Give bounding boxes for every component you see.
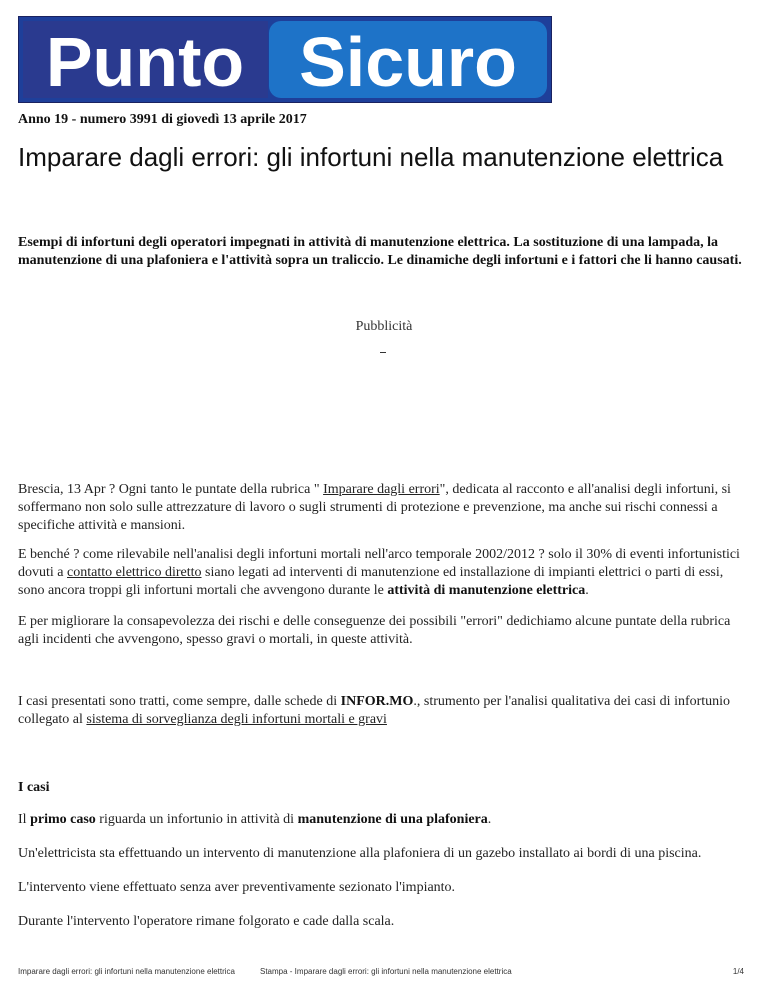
link-imparare-dagli-errori[interactable]: Imparare dagli errori	[323, 482, 440, 497]
text: ., strumento per l'analisi qualitativa dei casi di infortunio collegato al	[18, 694, 731, 727]
paragraph-informo	[18, 693, 748, 729]
bold-text: manutenzione di una plafoniera	[297, 812, 488, 827]
issue-line: Anno 19 - numero 3991 di giovedì 13 aprile 2017	[18, 112, 307, 127]
text: ", dedicata al racconto e all'analisi degli infortuni, si soffermano non solo sulle attrezzature di lavoro o sugli strumenti di protezione e prevenzione, ma anche sui rischi connessi a specifiche attività e mansioni.	[18, 482, 731, 533]
footer-page-number: 1/4	[732, 967, 744, 976]
article-title: Imparare dagli errori: gli infortuni nella manutenzione elettrica	[18, 142, 724, 172]
ad-placeholder	[380, 352, 386, 353]
section-heading-casi: I casi	[18, 780, 50, 795]
text: riguarda un infortunio in attività di	[95, 812, 298, 827]
link-contatto-elettrico-diretto[interactable]: contatto elettrico diretto	[67, 565, 202, 580]
punto-sicuro-logo	[18, 16, 552, 103]
footer-center: Stampa - Imparare dagli errori: gli infortuni nella manutenzione elettrica	[260, 967, 512, 976]
text: Il	[18, 812, 31, 827]
article-lead: Esempi di infortuni degli operatori impegnati in attività di manutenzione elettrica. La sostituzione di una lampada, la manutenzione di una plafoniera e l'attività sopra un traliccio. Le dinamiche degli infortuni e i fattori che li hanno causati.	[18, 235, 742, 268]
link-sistema-sorveglianza[interactable]: sistema di sorveglianza degli infortuni mortali e gravi	[86, 712, 387, 727]
paragraph-case-detail: L'intervento viene effettuato senza aver preventivamente sezionato l'impianto.	[18, 880, 456, 895]
paragraph-intro	[18, 481, 748, 535]
text: .	[487, 812, 492, 827]
text: .	[585, 583, 589, 598]
text: Brescia, 13 Apr ? Ogni tanto le puntate della rubrica "	[18, 482, 324, 497]
bold-text: primo caso	[30, 812, 96, 827]
ad-label: Pubblicità	[355, 319, 413, 334]
text: siano legati ad interventi di manutenzione ed installazione di impianti elettrici o parti di essi, sono ancora troppi gli infortuni mortali che avvengono durante le	[18, 565, 724, 598]
logo-text-sicuro: Sicuro	[299, 23, 517, 101]
text: E benché ? come rilevabile nell'analisi degli infortuni mortali nell'arco temporale 2002/2012 ? solo il 30% di eventi infortunistici dovuti a	[18, 547, 740, 580]
paragraph-case-outcome: Durante l'intervento l'operatore rimane folgorato e cade dalla scala.	[18, 914, 395, 929]
paragraph-case-description: Un'elettricista sta effettuando un intervento di manutenzione alla plafoniera di un gazebo installato ai bordi di una piscina.	[18, 846, 702, 861]
logo-text-punto: Punto	[45, 23, 245, 101]
text: I casi presentati sono tratti, come sempre, dalle schede di	[18, 694, 341, 709]
bold-text: INFOR.MO	[340, 694, 414, 709]
paragraph-awareness: E per migliorare la consapevolezza dei rischi e delle conseguenze dei possibili "errori" dedichiamo alcune puntate della rubrica agli incidenti che avvengono, spesso gravi o mortali, in queste attività.	[18, 614, 731, 647]
paragraph-statistics	[18, 546, 748, 600]
footer-left: Imparare dagli errori: gli infortuni nella manutenzione elettrica	[18, 967, 235, 976]
bold-text: attività di manutenzione elettrica	[387, 583, 586, 598]
paragraph-primo-caso	[18, 811, 748, 829]
logo-graphic	[19, 17, 551, 102]
